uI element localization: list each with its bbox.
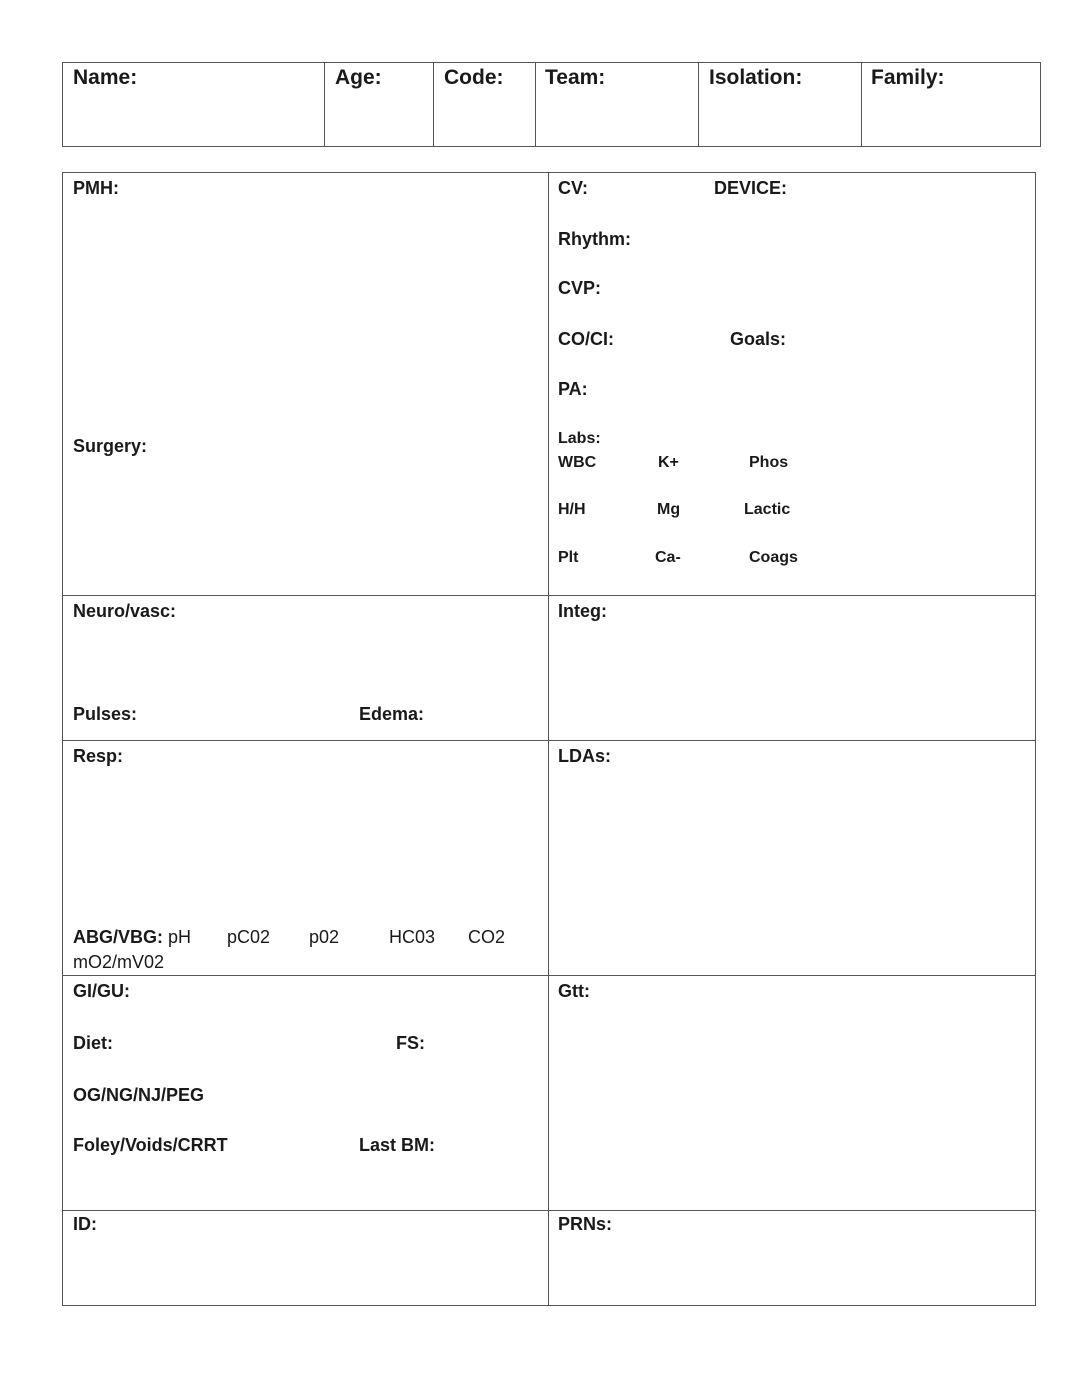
grid-row-divider bbox=[62, 740, 1036, 741]
neuro-title: Neuro/vasc: bbox=[73, 601, 177, 621]
plt-label: Plt bbox=[558, 549, 579, 566]
device-label: DEVICE: bbox=[714, 178, 788, 198]
id-title: ID: bbox=[73, 1214, 97, 1234]
lactic-label: Lactic bbox=[744, 501, 791, 518]
goals-label: Goals: bbox=[730, 329, 787, 349]
co2-label: CO2 bbox=[468, 927, 506, 947]
hh-label: H/H bbox=[558, 501, 586, 518]
abg-label bbox=[73, 927, 191, 948]
pa-label: PA: bbox=[558, 379, 588, 399]
wbc-label: WBC bbox=[558, 454, 597, 471]
cv-title: CV: bbox=[558, 178, 589, 198]
og-label: OG/NG/NJ/PEG bbox=[73, 1085, 205, 1105]
age-label: Age: bbox=[335, 66, 382, 89]
header-divider bbox=[698, 62, 699, 147]
po2-label: p02 bbox=[309, 927, 340, 947]
pulses-label: Pulses: bbox=[73, 704, 138, 724]
ca-label: Ca- bbox=[655, 549, 681, 566]
family-label: Family: bbox=[871, 66, 945, 89]
ph-text: pH bbox=[168, 927, 192, 947]
gtt-title: Gtt: bbox=[558, 981, 590, 1001]
edema-label: Edema: bbox=[359, 704, 425, 724]
grid-row-divider bbox=[62, 975, 1036, 976]
header-divider bbox=[324, 62, 325, 147]
grid-center-divider bbox=[548, 172, 549, 1306]
pco2-label: pC02 bbox=[227, 927, 271, 947]
hco3-label: HC03 bbox=[389, 927, 436, 947]
co-ci-label: CO/CI: bbox=[558, 329, 614, 349]
pmh-title: PMH: bbox=[73, 178, 119, 198]
cvp-label: CVP: bbox=[558, 278, 602, 298]
grid-row-divider bbox=[62, 595, 1036, 596]
prns-title: PRNs: bbox=[558, 1214, 613, 1234]
code-label: Code: bbox=[444, 66, 504, 89]
gigu-title: GI/GU: bbox=[73, 981, 130, 1001]
integ-title: Integ: bbox=[558, 601, 607, 621]
last-bm-label: Last BM: bbox=[359, 1135, 435, 1155]
k-label: K+ bbox=[658, 454, 679, 471]
coags-label: Coags bbox=[749, 549, 798, 566]
fs-label: FS: bbox=[396, 1033, 425, 1053]
foley-label: Foley/Voids/CRRT bbox=[73, 1135, 228, 1155]
mo2-label: mO2/mV02 bbox=[73, 952, 165, 972]
diet-label: Diet: bbox=[73, 1033, 113, 1053]
header-divider bbox=[433, 62, 434, 147]
rhythm-label: Rhythm: bbox=[558, 229, 631, 249]
abg-text: ABG/VBG: bbox=[73, 927, 163, 947]
header-divider bbox=[535, 62, 536, 147]
ldas-title: LDAs: bbox=[558, 746, 611, 766]
labs-label: Labs: bbox=[558, 430, 601, 447]
team-label: Team: bbox=[545, 66, 606, 89]
resp-title: Resp: bbox=[73, 746, 124, 766]
mg-label: Mg bbox=[657, 501, 681, 518]
phos-label: Phos bbox=[749, 454, 789, 471]
header-divider bbox=[861, 62, 862, 147]
surgery-label: Surgery: bbox=[73, 436, 148, 456]
grid-row-divider bbox=[62, 1210, 1036, 1211]
name-label: Name: bbox=[73, 66, 138, 89]
isolation-label: Isolation: bbox=[709, 66, 803, 89]
